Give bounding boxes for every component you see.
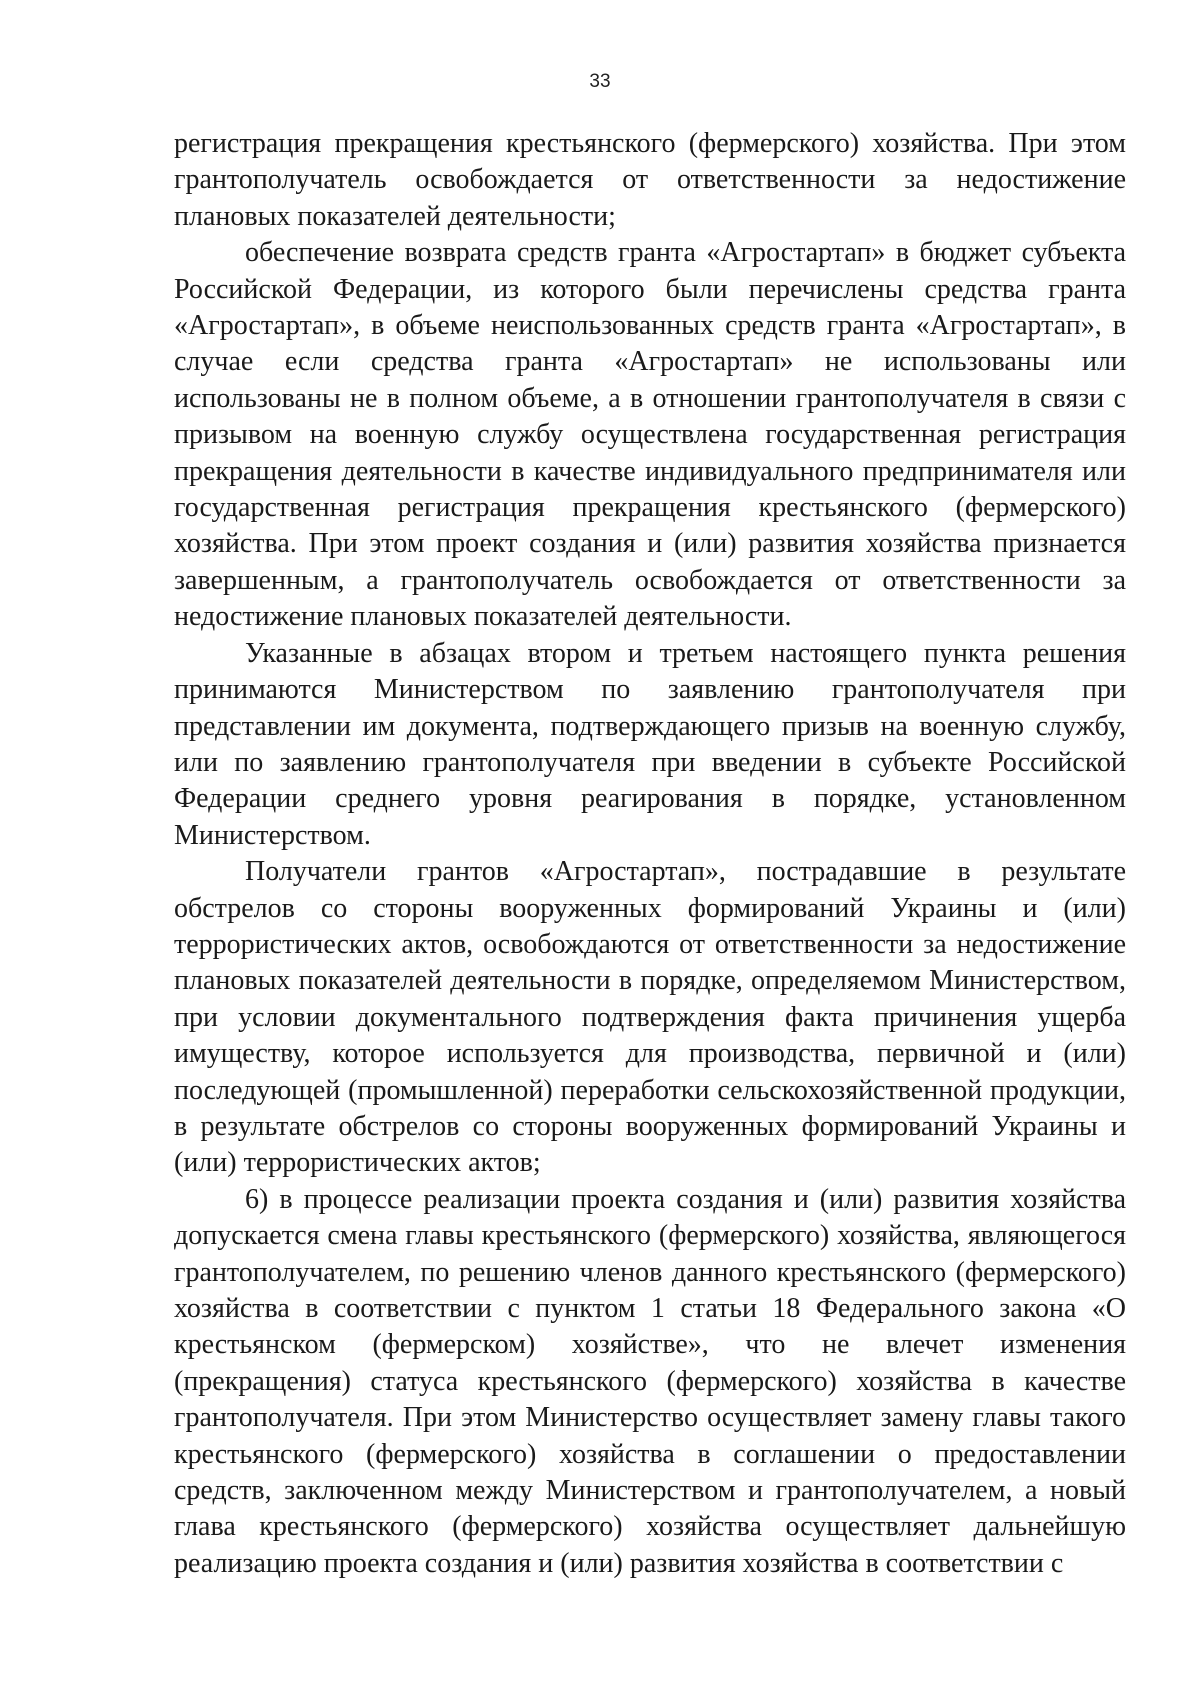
- paragraph-4: Получатели грантов «Агростартап», пострадавшие в результате обстрелов со стороны вооруженных формирований Украины и (или) террористических актов, освобождаются от ответственности за недостижение плановых показателей деятельности в порядке, определяемом Министерством, при условии документального подтверждения факта причинения ущерба имуществу, которое используется для производства, первичной и (или) последующей (промышленной) переработки сельскохозяйственной продукции, в результате обстрелов со стороны вооруженных формирований Украины и (или) террористических актов;: [174, 856, 1126, 1179]
- paragraph-5: 6) в процессе реализации проекта создания и (или) развития хозяйства допускается смена главы крестьянского (фермерского) хозяйства, являющегося грантополучателем, по решению членов данного крестьянского (фермерского) хозяйства в соответствии с пунктом 1 статьи 18 Федерального закона «О крестьянском (фермерском) хозяйстве», что не влечет изменения (прекращения) статуса крестьянского (фермерского) хозяйства в качестве грантополучателя. При этом Министерство осуществляет замену главы такого крестьянского (фермерского) хозяйства в соглашении о предоставлении средств, заключенном между Министерством и грантополучателем, а новый глава крестьянского (фермерского) хозяйства осуществляет дальнейшую реализацию проекта создания и (или) развития хозяйства в соответствии с: [174, 1183, 1126, 1579]
- paragraph-1: регистрация прекращения крестьянского (фермерского) хозяйства. При этом грантополучатель освобождается от ответственности за недостижение плановых показателей деятельности;: [174, 128, 1126, 232]
- page-number: 33: [589, 71, 611, 92]
- paragraph-2: обеспечение возврата средств гранта «Агростартап» в бюджет субъекта Российской Федерации, из которого были перечислены средства гранта «Агростартап», в объеме неиспользованных средств гранта «Агростартап», в случае если средства гранта «Агростартап» не использованы или использованы не в полном объеме, а в отношении грантополучателя в связи с призывом на военную службу осуществлена государственная регистрация прекращения деятельности в качестве индивидуального предпринимателя или государственная регистрация прекращения крестьянского (фермерского) хозяйства. При этом проект создания и (или) развития хозяйства признается завершенным, а грантополучатель освобождается от ответственности за недостижение плановых показателей деятельности.: [174, 237, 1126, 633]
- document-body: [174, 126, 1126, 1582]
- paragraph-3: Указанные в абзацах втором и третьем настоящего пункта решения принимаются Министерством по заявлению грантополучателя при представлении им документа, подтверждающего призыв на военную службу, или по заявлению грантополучателя при введении в субъекте Российской Федерации среднего уровня реагирования в порядке, установленном Министерством.: [174, 637, 1126, 851]
